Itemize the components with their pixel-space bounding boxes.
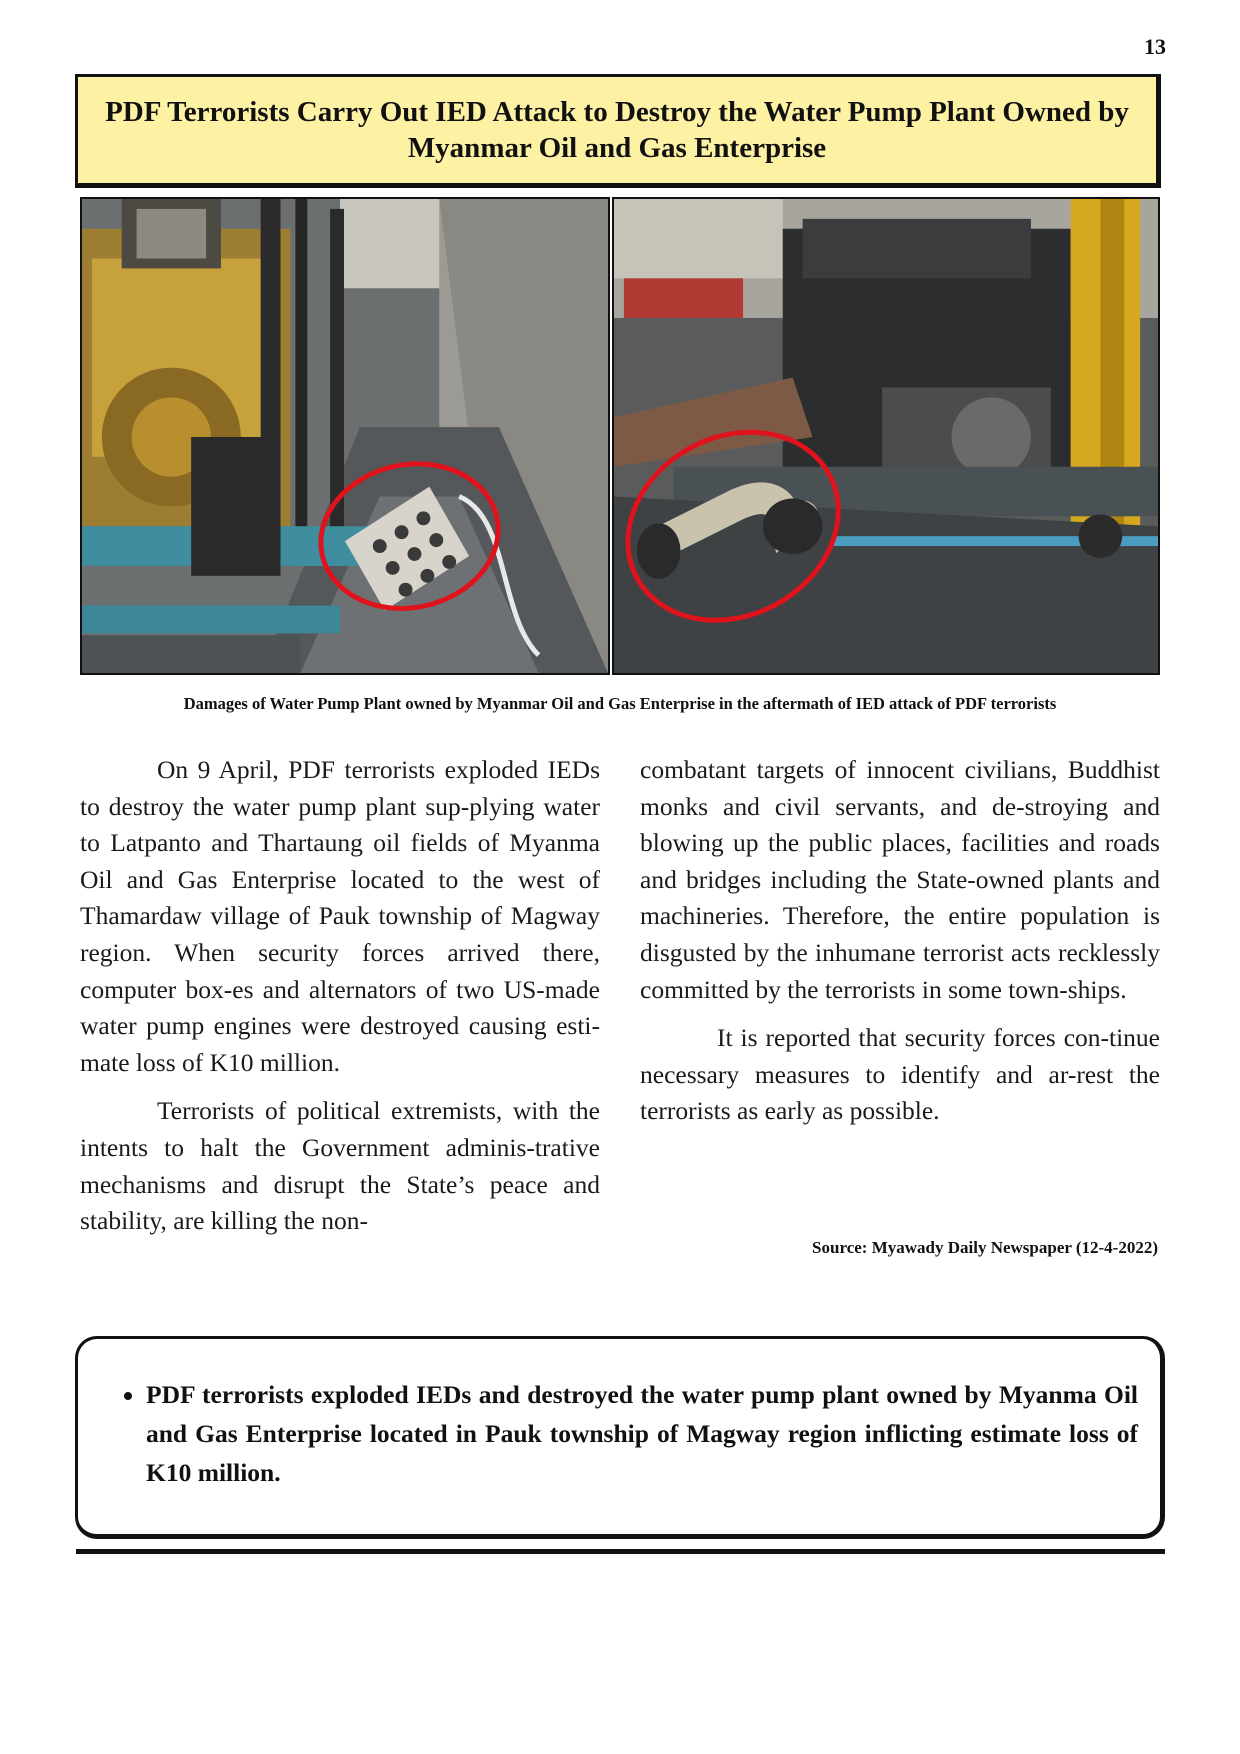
article-paragraph: combatant targets of innocent civilians, Buddhist monks and civil servants, and de-stroying and blowing up the public places, facilities and roads and bridges including the State-owned plants and machineries. Therefore, the entire population is disgusted by the inhumane terrorist acts recklessly committed by the terrorists in some town-ships. — [640, 755, 1160, 1004]
photo-damaged-computer-box — [80, 197, 610, 675]
photo-broken-exhaust-pipe — [612, 197, 1160, 675]
summary-bullet: • PDF terrorists exploded IEDs and destroyed the water pump plant owned by Myanma Oil and Gas Enterprise located in Pauk township of Magway region inflicting estimate loss of K10 million. — [146, 1375, 1138, 1492]
article-title-box — [75, 74, 1161, 188]
page-number: 13 — [1144, 34, 1166, 59]
article-title: PDF Terrorists Carry Out IED Attack to Destroy the Water Pump Plant Owned by Myanmar Oil and Gas Enterprise — [105, 96, 1129, 164]
article-column-left — [80, 752, 600, 1252]
article-paragraph: It is reported that security forces con-tinue necessary measures to identify and ar-rest the terrorists as early as possible. — [640, 1023, 1160, 1126]
article-paragraph: Terrorists of political extremists, with the intents to halt the Government adminis-trative mechanisms and disrupt the State’s peace and stability, are killing the non- — [80, 1096, 600, 1236]
article-column-right — [640, 752, 1160, 1142]
photo-caption: Damages of Water Pump Plant owned by Myanmar Oil and Gas Enterprise in the aftermath of IED attack of PDF terrorists — [183, 694, 1057, 713]
bottom-divider — [76, 1549, 1165, 1554]
photo-left-illustration — [82, 199, 608, 673]
summary-list — [94, 1375, 1138, 1492]
photo-right-illustration — [614, 199, 1158, 673]
summary-box — [75, 1336, 1165, 1539]
article-paragraph: On 9 April, PDF terrorists exploded IEDs to destroy the water pump plant sup-plying water to Latpanto and Thartaung oil fields of Myanma Oil and Gas Enterprise located to the west of Thamardaw village of Pauk township of Magway region. When security forces arrived there, computer box-es and alternators of two US-made water pump engines were destroyed causing esti-mate loss of K10 million. — [80, 755, 600, 1077]
source-credit: Source: Myawady Daily Newspaper (12-4-2022) — [812, 1238, 1158, 1257]
